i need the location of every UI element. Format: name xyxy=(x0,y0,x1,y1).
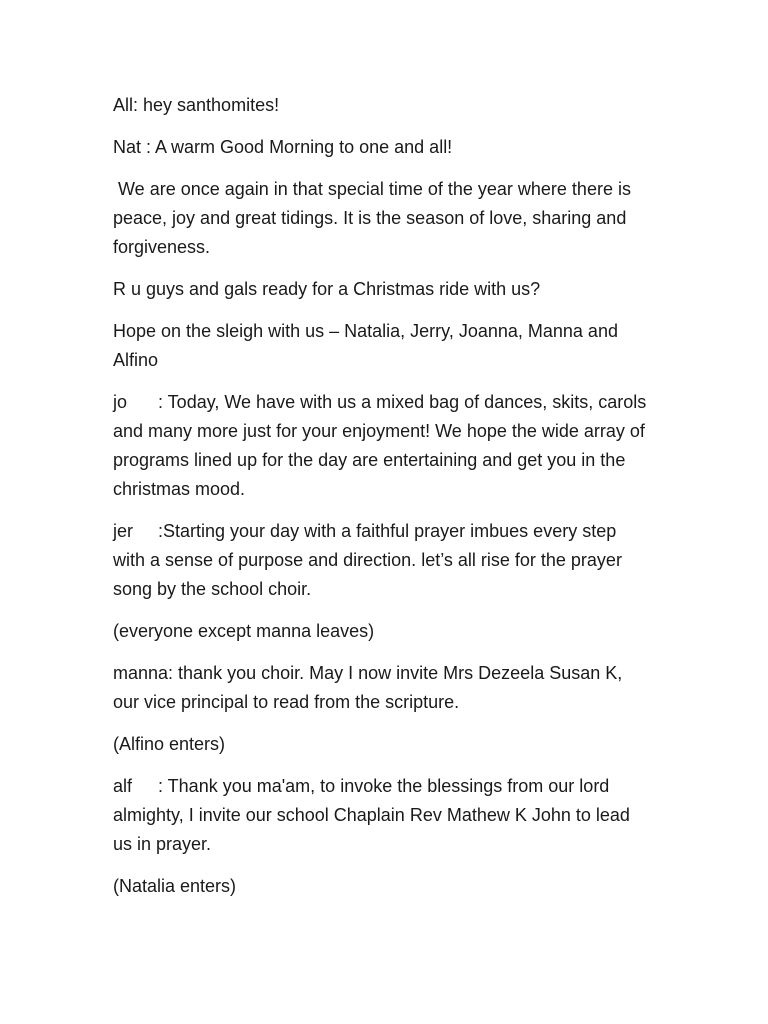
speaker-jer: jer xyxy=(113,521,134,541)
line-jer xyxy=(113,517,653,604)
line-season-intro: We are once again in that special time of the year where there is peace, joy and great tidings. It is the season of love, sharing and forgiveness. xyxy=(113,179,636,257)
line-christmas-ride: R u guys and gals ready for a Christmas ride with us? xyxy=(113,279,541,299)
line-jer-text: :Starting your day with a faithful prayer imbues every step with a sense of purpose and direction. let’s all rise for the prayer song by the school choir. xyxy=(113,521,627,599)
stage-direction-manna-stays: (everyone except manna leaves) xyxy=(113,621,375,641)
speaker-jo: jo xyxy=(113,392,128,412)
line-jo xyxy=(113,388,653,504)
stage-direction-alfino-enters: (Alfino enters) xyxy=(113,734,226,754)
speaker-alf: alf xyxy=(113,776,133,796)
line-alf-text: : Thank you ma'am, to invoke the blessings from our lord almighty, I invite our school Chaplain Rev Mathew K John to lead us in prayer. xyxy=(113,776,635,854)
line-hosts-intro: Hope on the sleigh with us – Natalia, Jerry, Joanna, Manna and Alfino xyxy=(113,321,622,370)
line-all-greeting: All: hey santhomites! xyxy=(113,95,280,115)
script-body xyxy=(113,91,653,914)
line-manna: manna: thank you choir. May I now invite Mrs Dezeela Susan K, our vice principal to read from the scripture. xyxy=(113,663,628,712)
stage-direction-natalia-enters: (Natalia enters) xyxy=(113,876,237,896)
line-jo-text: : Today, We have with us a mixed bag of dances, skits, carols and many more just for your enjoyment! We hope the wide array of programs lined up for the day are entertaining and get you in the christmas mood. xyxy=(113,392,652,499)
line-nat-good-morning: Nat : A warm Good Morning to one and all! xyxy=(113,137,453,157)
line-alf xyxy=(113,772,653,859)
